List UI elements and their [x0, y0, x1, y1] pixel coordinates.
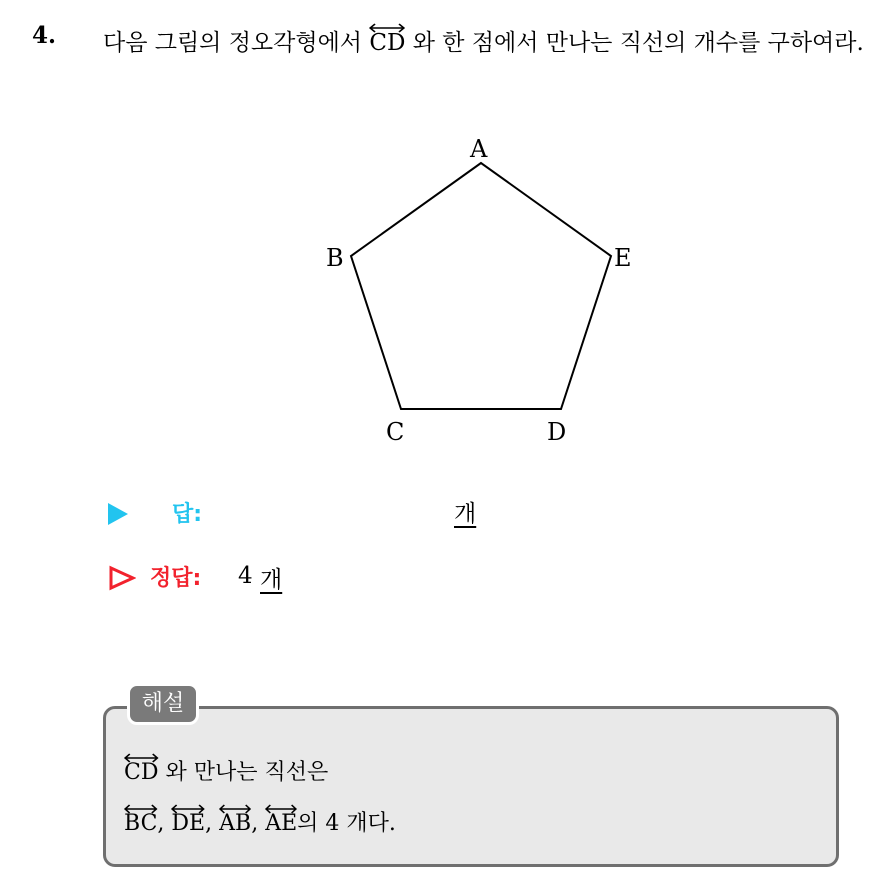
vertex-label-a: A — [470, 135, 488, 163]
double-arrow-icon — [124, 804, 157, 813]
vertex-label-c: C — [386, 418, 405, 446]
correct-answer-label: 정답: — [150, 566, 202, 591]
pentagon-shape — [351, 163, 611, 409]
line-ab-symbol: AB — [219, 813, 251, 835]
explanation-tag: 해설 — [127, 683, 199, 725]
correct-answer-unit: 개 — [260, 567, 283, 593]
question-text-after: 와 한 점에서 만나는 직선의 개수를 구하여라. — [405, 30, 864, 56]
explanation-box — [103, 706, 839, 867]
outline-triangle-icon — [108, 565, 136, 591]
answer-label: 답: — [172, 502, 203, 527]
play-triangle-icon — [108, 503, 128, 525]
double-arrow-icon — [265, 804, 297, 813]
double-arrow-icon — [369, 23, 405, 32]
line-ae-symbol: AE — [265, 813, 297, 835]
correct-answer-row — [108, 561, 508, 595]
line-de-symbol: DE — [171, 813, 205, 835]
vertex-label-d: D — [547, 418, 567, 446]
vertex-label-e: E — [614, 244, 632, 272]
line-cd-symbol: CD — [369, 32, 405, 55]
question-text — [103, 20, 873, 67]
explanation-line-1-text: 와 만나는 직선은 — [158, 760, 329, 785]
explanation-line-1 — [124, 755, 328, 786]
explanation-line-2-text: 의 4 개다. — [297, 811, 396, 836]
vertex-label-b: B — [326, 244, 344, 272]
double-arrow-icon — [219, 804, 251, 813]
explanation-line-2: BC, DE, AB, AE의 4 개다. — [124, 806, 396, 837]
double-arrow-icon — [124, 753, 158, 762]
line-cd-symbol: CD — [124, 762, 158, 784]
line-bc-symbol: BC — [124, 813, 157, 835]
answer-unit: 개 — [454, 501, 477, 527]
question-text-before: 다음 그림의 정오각형에서 — [103, 30, 370, 56]
correct-answer-value: 4 — [238, 563, 253, 589]
question-number: 4. — [32, 22, 57, 49]
double-arrow-icon — [171, 804, 205, 813]
